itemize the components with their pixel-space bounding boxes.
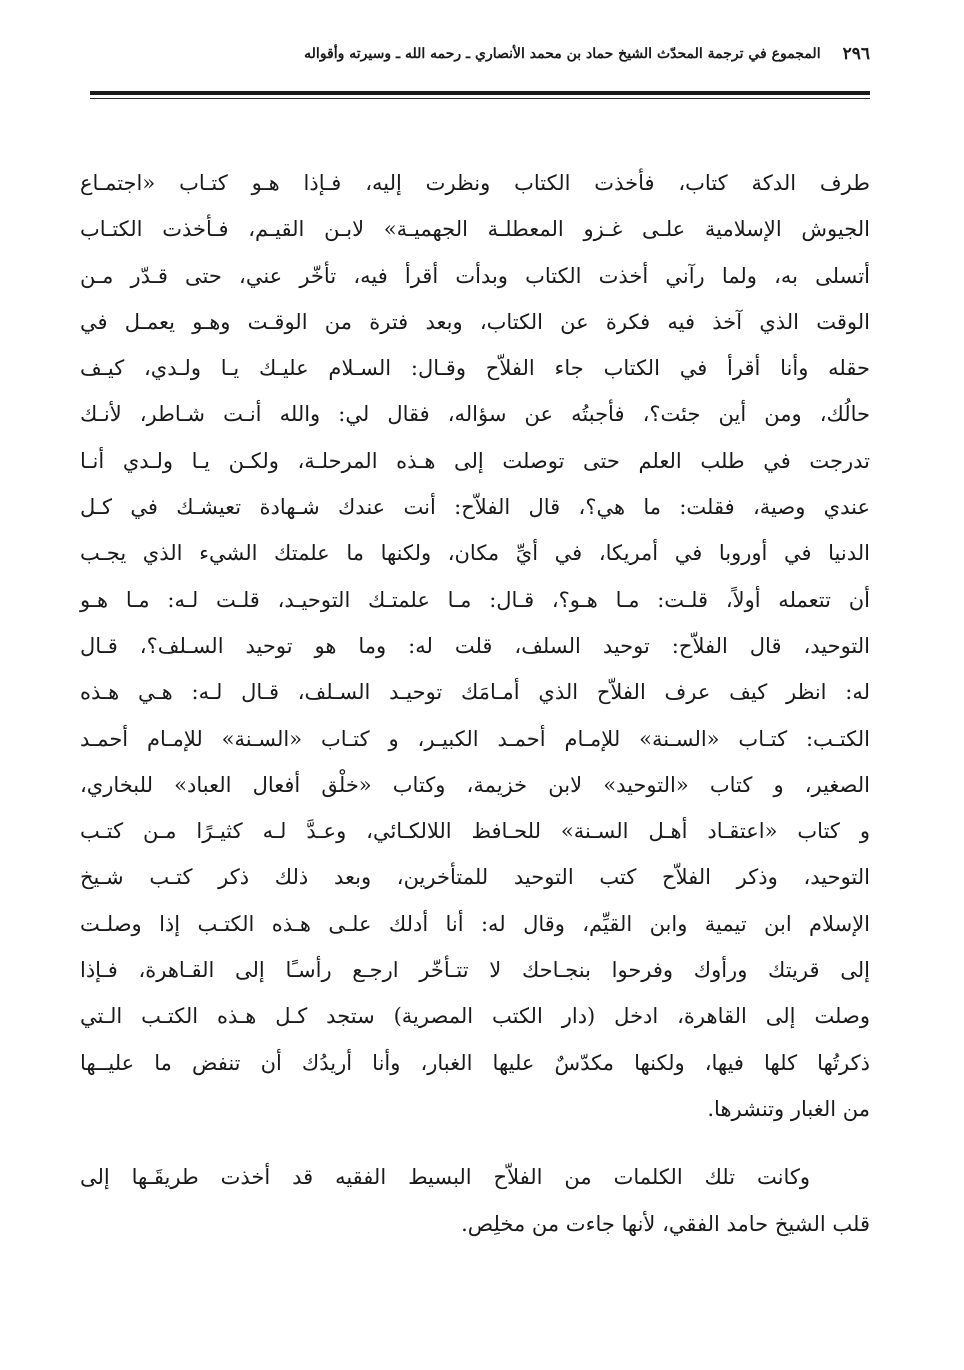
- page-body: [80, 160, 870, 1247]
- text-line: حالُك، ومن أين جئت؟، فأجبتُه عن سؤاله، فقال لي: والله أنـت شـاطر، لأنـك: [80, 402, 870, 427]
- paragraph-1: [80, 160, 870, 1132]
- running-title: المجموع في ترجمة المحدّث الشيخ حماد بن محمد الأنصاري ـ رحمه الله ـ وسيرته وأقواله: [304, 46, 821, 62]
- text-line: أتسلى به، ولما رآني أخذت الكتاب وبدأت أقرأ فيه، تأخّر عني، حتى قـدّر مـن: [80, 263, 870, 288]
- text-line: تدرجت في طلب العلم حتى توصلت إلى هـذه المرحلـة، ولكـن يـا ولـدي أنـا: [80, 448, 870, 473]
- text-line: عندي وصية، فقلت: ما هي؟، قال الفلاّح: أنت عندك شـهادة تعيشـك في كـل: [80, 495, 870, 520]
- page-header: [0, 0, 964, 110]
- text-line: الجيوش الإسلامية علـى غـزو المعطلـة الجهميـة» لابـن القيـم، فـأخذت الكتـاب: [80, 217, 870, 242]
- header-rule-thin: [90, 98, 870, 99]
- running-header: [175, 41, 870, 67]
- text-line: وكانت تلك الكلمات من الفلاّح البسيط الفقيه قد أخذت طريقَـها إلى: [80, 1165, 810, 1190]
- text-line: الكتـب: كتـاب «السـنة» للإمـام أحمـد الكبيـر، و كتـاب «السـنة» للإمـام أحمـد: [80, 726, 870, 751]
- text-line: ذكرتُها كلها فيها، ولكنها مكدّسٌ عليها الغبار، وأنا أريدُك أن تنفض ما عليــها: [80, 1050, 870, 1075]
- text-line: طرف الدكة كتاب، فأخذت الكتاب ونظرت إليه، فـإذا هـو كتـاب «اجتمـاع: [80, 171, 870, 195]
- text-line: حقله وأنا أقرأ في الكتاب جاء الفلاّح وقـال: السـلام عليـك يـا ولـدي، كيـف: [80, 356, 870, 381]
- text-line: أن تتعمله أولاً، قلـت: مـا هـو؟، قـال: مـا علمتـك التوحيـد، قلـت لـه: مـا هـو: [80, 587, 870, 612]
- text-line: الصغير، و كتاب «التوحيد» لابن خزيمة، وكتاب «خلْق أفعال العباد» للبخاري،: [80, 772, 871, 797]
- text-line: الإسلام ابن تيمية وابن القيِّم، وقال له: أنا أدلك علـى هـذه الكتـب إذا وصلـت: [80, 911, 870, 936]
- text-line: الوقت الذي آخذ فيه فكرة عن الكتاب، وبعد فترة من الوقـت وهـو يعمـل في: [80, 309, 870, 334]
- paragraph-gap: [80, 1132, 870, 1154]
- page-number: ٢٩٦: [842, 44, 870, 64]
- text-line: التوحيد، وذكر الفلاّح كتب التوحيد للمتأخرين، وبعد ذلك ذكر كتـب شـيخ: [80, 865, 870, 890]
- text-line: الدنيا في أوروبا في أمريكا، في أيِّ مكان، ولكنها ما علمتك الشيء الذي يجـب: [80, 541, 870, 566]
- text-line: إلى قريتك ورأوك وفرحوا بنجـاحك لا تتـأخّر ارجـع رأسـًا إلى القـاهرة، فـإذا: [80, 958, 870, 983]
- text-line-last: من الغبار وتنشرها.: [707, 1096, 870, 1121]
- paragraph-2: [80, 1154, 870, 1247]
- text-line-last: قلب الشيخ حامد الفقي، لأنها جاءت من مخلِص.: [461, 1211, 870, 1236]
- text-line: التوحيد، قال الفلاّح: توحيد السلف، قلت له: وما هو توحيد السـلف؟، قـال: [80, 633, 870, 658]
- text-line: وصلت إلى القاهرة، ادخل (دار الكتب المصرية) ستجد كـل هـذه الكتـب الـتي: [80, 1004, 870, 1029]
- text-line: و كتاب «اعتقـاد أهـل السـنة» للحـافظ اللالكـائي، وعـدَّ لـه كثيـرًا مـن كتـب: [80, 819, 870, 844]
- text-line: له: انظر كيف عرف الفلاّح الذي أمـامَك توحيـد السـلف، قـال لـه: هـي هـذه: [80, 680, 870, 705]
- header-rule-thick: [90, 91, 870, 95]
